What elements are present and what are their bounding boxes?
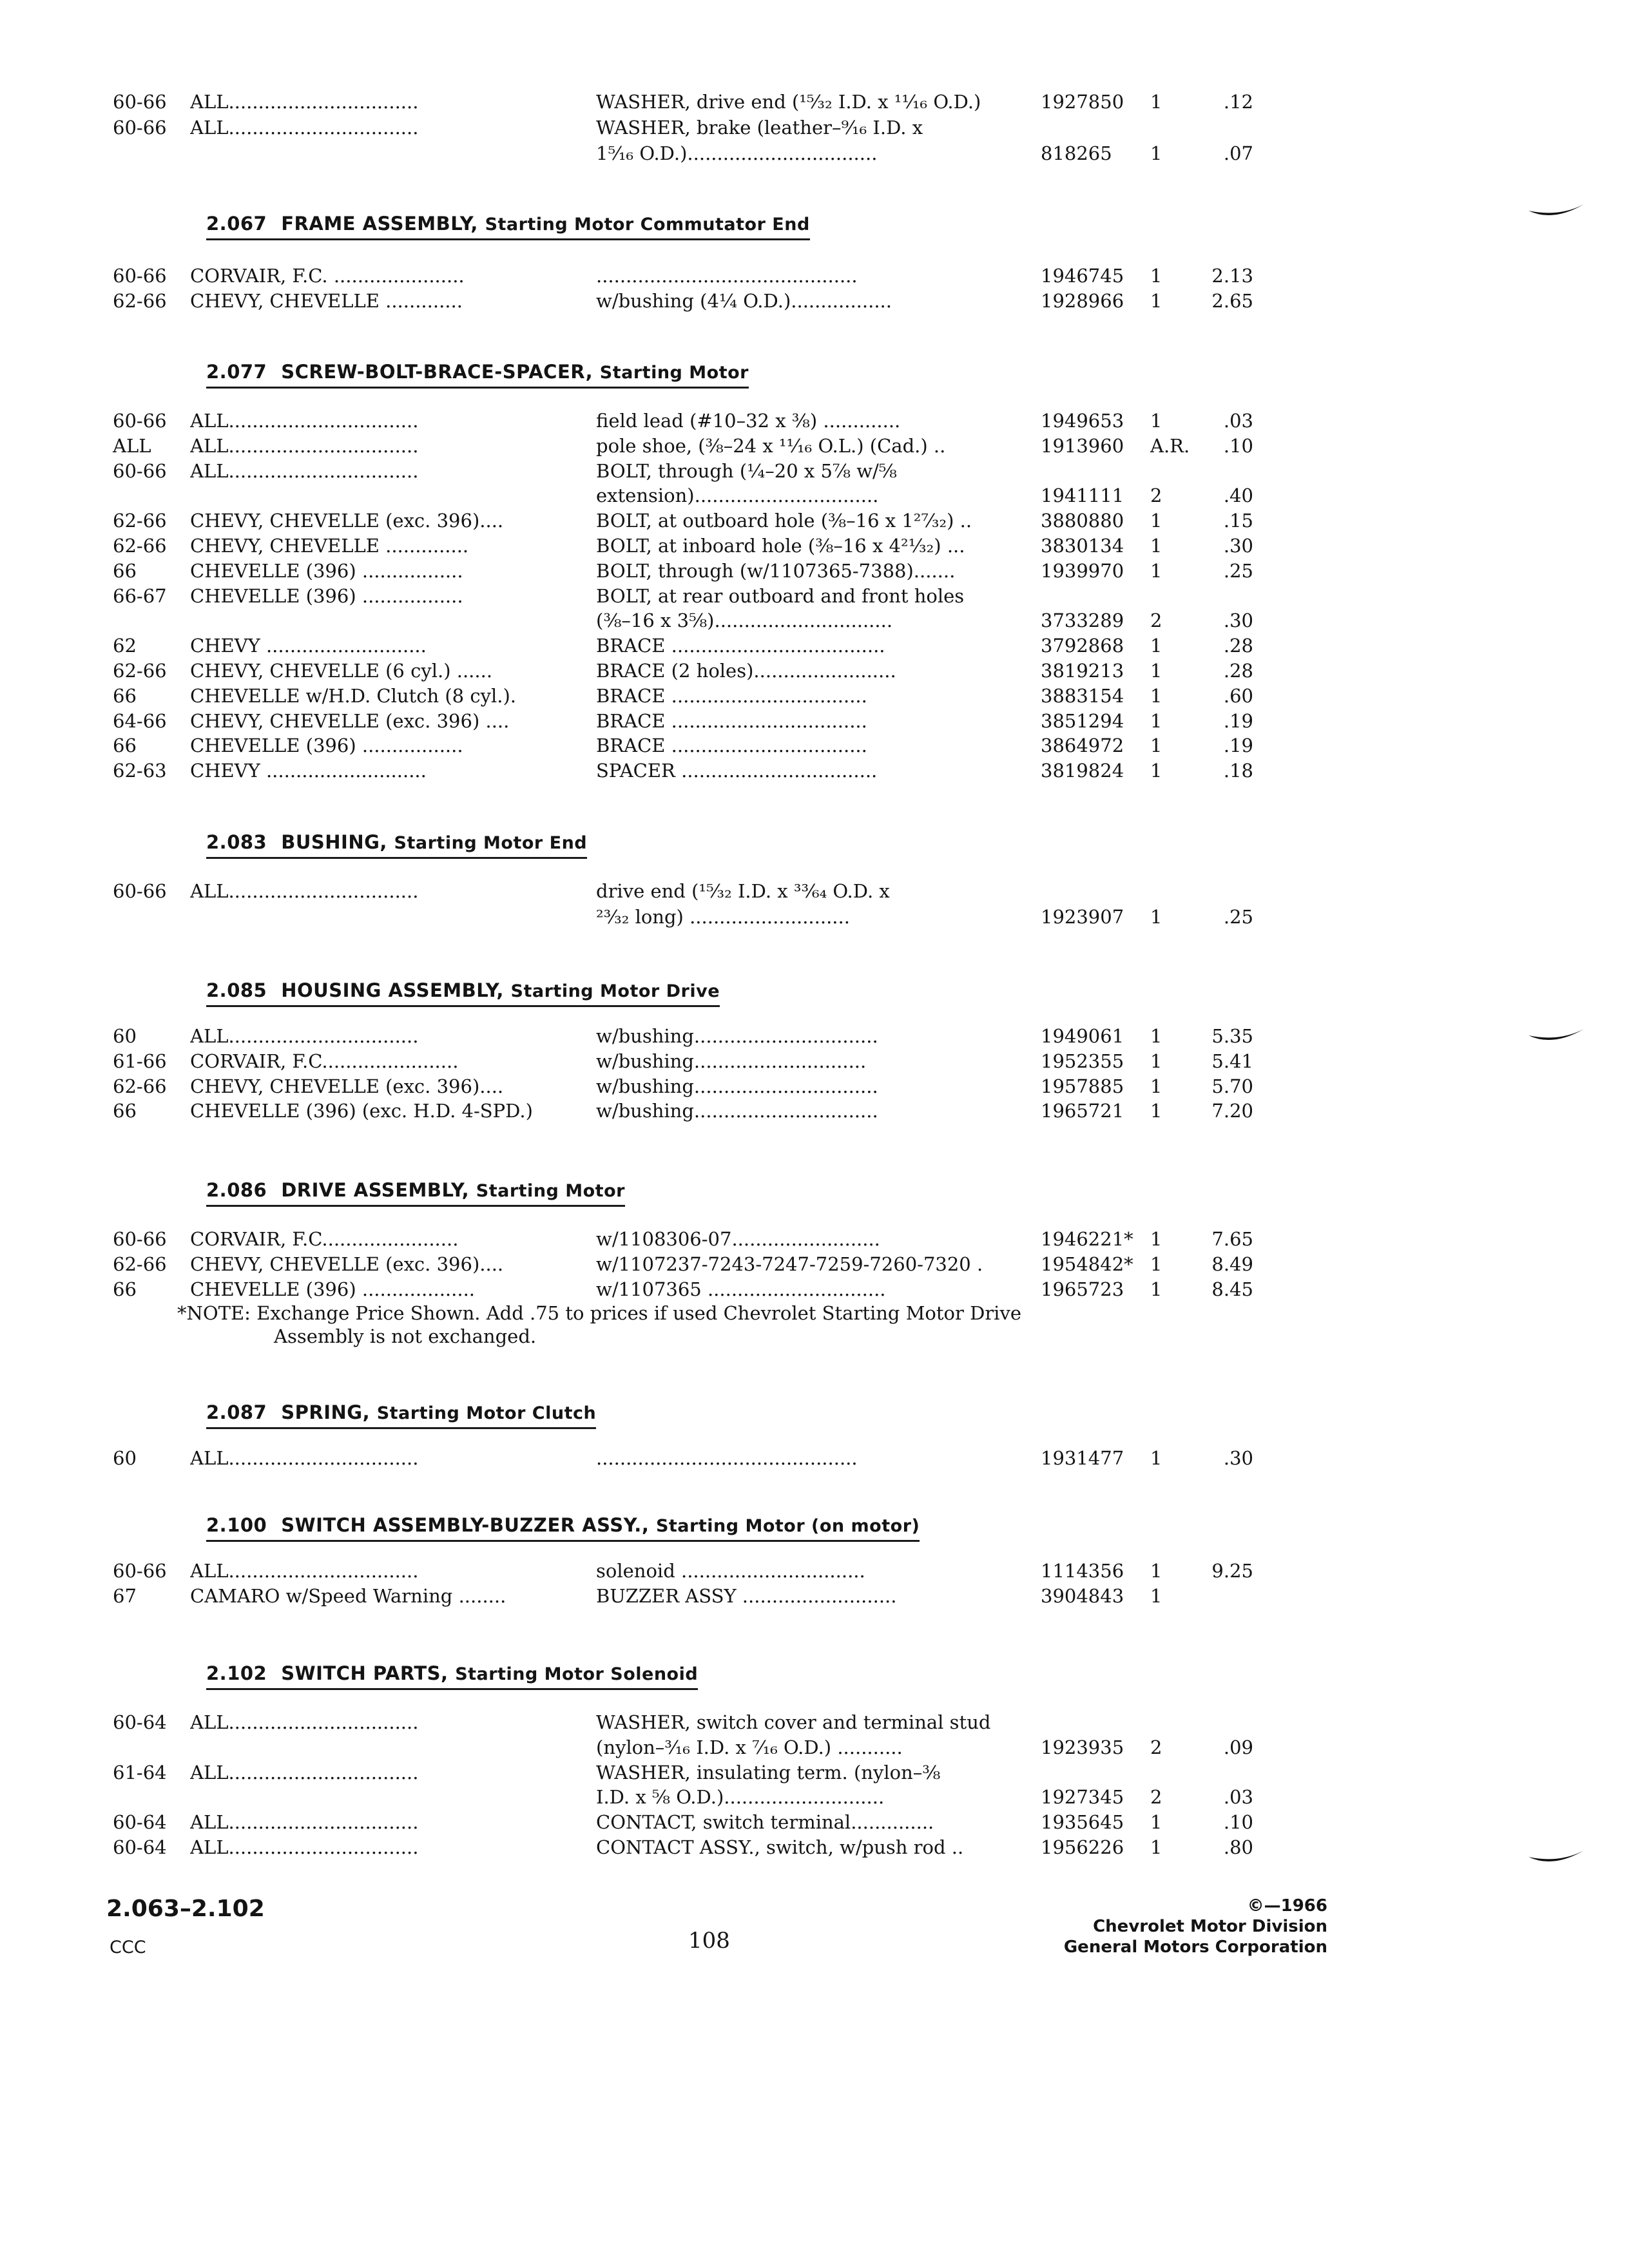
description: WASHER, drive end (¹⁵⁄₃₂ I.D. x ¹¹⁄₁₆ O.D.) bbox=[596, 91, 981, 113]
section-number: 2.100 bbox=[206, 1514, 267, 1536]
parts-row bbox=[0, 905, 1629, 931]
section-title: SPRING, bbox=[281, 1401, 371, 1423]
model-years: 62-66 bbox=[113, 510, 167, 532]
parts-row bbox=[0, 1099, 1629, 1125]
quantity: 1 bbox=[1150, 1050, 1162, 1072]
description: BRACE ................................. bbox=[596, 710, 867, 732]
model-years: 62-63 bbox=[113, 760, 167, 782]
parts-row bbox=[0, 659, 1629, 685]
part-number: 1114356 bbox=[1041, 1560, 1124, 1582]
application: CHEVELLE w/H.D. Clutch (8 cyl.). bbox=[190, 685, 516, 707]
quantity: 1 bbox=[1150, 560, 1162, 582]
section-title: SWITCH PARTS, bbox=[281, 1662, 448, 1684]
section-subtitle: Starting Motor End bbox=[394, 833, 588, 853]
parts-row bbox=[0, 1559, 1629, 1585]
application: ALL................................ bbox=[190, 460, 419, 482]
parts-row bbox=[0, 1584, 1629, 1610]
quantity: 1 bbox=[1150, 735, 1162, 756]
application: CAMARO w/Speed Warning ........ bbox=[190, 1585, 506, 1607]
part-number: 1923907 bbox=[1041, 906, 1124, 928]
description: BOLT, at rear outboard and front holes bbox=[596, 585, 965, 607]
application: ALL................................ bbox=[190, 91, 419, 113]
section-subtitle: Starting Motor Clutch bbox=[376, 1403, 597, 1423]
binder-mark bbox=[1527, 1028, 1585, 1047]
quantity: 1 bbox=[1150, 290, 1162, 312]
price: .30 bbox=[1223, 1447, 1253, 1469]
price: .18 bbox=[1223, 760, 1253, 782]
section-subtitle: Starting Motor (on motor) bbox=[655, 1516, 920, 1536]
model-years: 66 bbox=[113, 685, 137, 707]
quantity: 1 bbox=[1150, 1836, 1162, 1858]
section-subtitle: Starting Motor bbox=[476, 1181, 625, 1201]
price: 5.70 bbox=[1211, 1075, 1253, 1097]
model-years: 61-64 bbox=[113, 1762, 167, 1783]
quantity: 1 bbox=[1150, 410, 1162, 432]
parts-row bbox=[0, 1253, 1629, 1278]
parts-row bbox=[0, 116, 1629, 142]
exchange-note: *NOTE: Exchange Price Shown. Add .75 to prices if used Chevrolet Starting Motor Drive bbox=[177, 1302, 1021, 1324]
part-number: 1946745 bbox=[1041, 265, 1124, 287]
section-number: 2.083 bbox=[206, 831, 267, 853]
section-title: DRIVE ASSEMBLY, bbox=[281, 1179, 470, 1201]
model-years: 62-66 bbox=[113, 1253, 167, 1275]
part-number: 3830134 bbox=[1041, 535, 1124, 557]
quantity: 1 bbox=[1150, 1811, 1162, 1833]
model-years: 60-64 bbox=[113, 1811, 167, 1833]
description: ............................................ bbox=[596, 265, 858, 287]
description: w/1107237-7243-7247-7259-7260-7320 . bbox=[596, 1253, 983, 1275]
part-number: 3819213 bbox=[1041, 660, 1124, 682]
exchange-note-cont: Assembly is not exchanged. bbox=[274, 1325, 537, 1347]
parts-row bbox=[0, 289, 1629, 315]
model-years: 62-66 bbox=[113, 535, 167, 557]
section-subtitle: Starting Motor Solenoid bbox=[455, 1664, 699, 1684]
parts-row bbox=[0, 879, 1629, 905]
price: .40 bbox=[1223, 485, 1253, 506]
application: CORVAIR, F.C....................... bbox=[190, 1050, 459, 1072]
description: w/bushing............................... bbox=[596, 1075, 878, 1097]
parts-row bbox=[0, 459, 1629, 485]
quantity: A.R. bbox=[1150, 435, 1190, 457]
model-years: 60-66 bbox=[113, 265, 167, 287]
description: BOLT, at inboard hole (⅜–16 x 4²¹⁄₃₂) ... bbox=[596, 535, 965, 557]
part-number: 3792868 bbox=[1041, 635, 1124, 657]
description: drive end (¹⁵⁄₃₂ I.D. x ³³⁄₆₄ O.D. x bbox=[596, 880, 890, 902]
quantity: 1 bbox=[1150, 142, 1162, 164]
quantity: 1 bbox=[1150, 760, 1162, 782]
description: (⅜–16 x 3⅝).............................. bbox=[596, 610, 893, 631]
section-header bbox=[206, 831, 587, 859]
description: BRACE (2 holes)........................ bbox=[596, 660, 896, 682]
part-number: 1956226 bbox=[1041, 1836, 1124, 1858]
model-years: 66 bbox=[113, 1100, 137, 1122]
part-number: 1954842* bbox=[1041, 1253, 1133, 1275]
section-number: 2.077 bbox=[206, 361, 267, 383]
section-number: 2.102 bbox=[206, 1662, 267, 1684]
quantity: 1 bbox=[1150, 1278, 1162, 1300]
binder-mark bbox=[1527, 1849, 1585, 1869]
application: ALL................................ bbox=[190, 1711, 419, 1733]
part-number: 1928966 bbox=[1041, 290, 1124, 312]
price: .10 bbox=[1223, 1811, 1253, 1833]
parts-row bbox=[0, 1050, 1629, 1075]
price: .60 bbox=[1223, 685, 1253, 707]
description: w/bushing............................... bbox=[596, 1025, 878, 1047]
application: ALL................................ bbox=[190, 1560, 419, 1582]
parts-row bbox=[0, 534, 1629, 560]
price: 8.49 bbox=[1211, 1253, 1253, 1275]
application: CHEVY, CHEVELLE ............. bbox=[190, 290, 463, 312]
description: BRACE .................................... bbox=[596, 635, 885, 657]
application: CORVAIR, F.C. ...................... bbox=[190, 265, 465, 287]
section-number: 2.067 bbox=[206, 213, 267, 235]
price: .03 bbox=[1223, 410, 1253, 432]
section-header bbox=[206, 213, 810, 240]
application: CHEVY, CHEVELLE (6 cyl.) ...... bbox=[190, 660, 493, 682]
parts-row bbox=[0, 142, 1629, 168]
part-number: 1949653 bbox=[1041, 410, 1124, 432]
description: BUZZER ASSY .......................... bbox=[596, 1585, 897, 1607]
application: CHEVELLE (396) ................. bbox=[190, 585, 463, 607]
parts-row bbox=[0, 709, 1629, 735]
application: CHEVY, CHEVELLE .............. bbox=[190, 535, 469, 557]
model-years: ALL bbox=[113, 435, 151, 457]
model-years: 60-66 bbox=[113, 410, 167, 432]
price: .15 bbox=[1223, 510, 1253, 532]
description: WASHER, brake (leather–⁹⁄₁₆ I.D. x bbox=[596, 117, 923, 139]
parts-row bbox=[0, 509, 1629, 535]
description: solenoid ............................... bbox=[596, 1560, 865, 1582]
application: ALL................................ bbox=[190, 1025, 419, 1047]
price: .19 bbox=[1223, 710, 1253, 732]
price: 8.45 bbox=[1211, 1278, 1253, 1300]
part-number: 1941111 bbox=[1041, 485, 1124, 506]
application: CHEVY ........................... bbox=[190, 635, 427, 657]
parts-row bbox=[0, 1761, 1629, 1787]
parts-row bbox=[0, 634, 1629, 660]
corporation-name: General Motors Corporation bbox=[1063, 1937, 1327, 1957]
section-subtitle: Starting Motor Drive bbox=[510, 981, 720, 1001]
price: 7.20 bbox=[1211, 1100, 1253, 1122]
section-header bbox=[206, 1514, 920, 1542]
price: .28 bbox=[1223, 635, 1253, 657]
description: BRACE ................................. bbox=[596, 685, 867, 707]
price: .09 bbox=[1223, 1736, 1253, 1758]
application: ALL................................ bbox=[190, 435, 419, 457]
parts-row bbox=[0, 684, 1629, 710]
section-header bbox=[206, 1662, 698, 1690]
price: 2.65 bbox=[1211, 290, 1253, 312]
part-number: 1923935 bbox=[1041, 1736, 1124, 1758]
parts-row bbox=[0, 759, 1629, 785]
application: CHEVELLE (396) ................. bbox=[190, 735, 463, 756]
catalog-code: CCC bbox=[110, 1937, 146, 1957]
description: pole shoe, (⅜–24 x ¹¹⁄₁₆ O.L.) (Cad.) .. bbox=[596, 435, 946, 457]
quantity: 1 bbox=[1150, 1025, 1162, 1047]
application: CHEVY, CHEVELLE (exc. 396).... bbox=[190, 510, 504, 532]
section-range: 2.063–2.102 bbox=[106, 1896, 265, 1922]
price: .19 bbox=[1223, 735, 1253, 756]
model-years: 62-66 bbox=[113, 660, 167, 682]
part-number: 1965721 bbox=[1041, 1100, 1124, 1122]
part-number: 3880880 bbox=[1041, 510, 1124, 532]
parts-row bbox=[0, 90, 1629, 116]
section-title: BUSHING, bbox=[281, 831, 387, 853]
model-years: 67 bbox=[113, 1585, 137, 1607]
parts-row bbox=[0, 559, 1629, 585]
description: w/1107365 .............................. bbox=[596, 1278, 886, 1300]
quantity: 2 bbox=[1150, 1736, 1162, 1758]
description: 1⁵⁄₁₆ O.D.)................................ bbox=[596, 142, 878, 164]
model-years: 66 bbox=[113, 560, 137, 582]
parts-row bbox=[0, 1711, 1629, 1736]
description: extension)............................... bbox=[596, 485, 879, 506]
part-number: 1935645 bbox=[1041, 1811, 1124, 1833]
quantity: 1 bbox=[1150, 685, 1162, 707]
part-number: 1927850 bbox=[1041, 91, 1124, 113]
parts-row bbox=[0, 484, 1629, 510]
description: BOLT, at outboard hole (⅜–16 x 1²⁷⁄₃₂) .. bbox=[596, 510, 972, 532]
description: BRACE ................................. bbox=[596, 735, 867, 756]
price: .12 bbox=[1223, 91, 1253, 113]
section-header bbox=[206, 1179, 625, 1207]
quantity: 1 bbox=[1150, 1100, 1162, 1122]
section-number: 2.087 bbox=[206, 1401, 267, 1423]
application: ALL................................ bbox=[190, 117, 419, 139]
price: 7.65 bbox=[1211, 1228, 1253, 1250]
application: CHEVY, CHEVELLE (exc. 396) .... bbox=[190, 710, 510, 732]
parts-row bbox=[0, 1075, 1629, 1100]
section-number: 2.085 bbox=[206, 979, 267, 1001]
quantity: 1 bbox=[1150, 1560, 1162, 1582]
quantity: 1 bbox=[1150, 710, 1162, 732]
description: (nylon–³⁄₁₆ I.D. x ⁷⁄₁₆ O.D.) ........... bbox=[596, 1736, 903, 1758]
model-years: 61-66 bbox=[113, 1050, 167, 1072]
application: ALL................................ bbox=[190, 1762, 419, 1783]
parts-row bbox=[0, 1736, 1629, 1762]
section-title: SWITCH ASSEMBLY-BUZZER ASSY., bbox=[281, 1514, 650, 1536]
parts-row bbox=[0, 1836, 1629, 1861]
part-number: 818265 bbox=[1041, 142, 1112, 164]
description: BOLT, through (w/1107365-7388)....... bbox=[596, 560, 956, 582]
quantity: 1 bbox=[1150, 660, 1162, 682]
price: .80 bbox=[1223, 1836, 1253, 1858]
application: ALL................................ bbox=[190, 1811, 419, 1833]
model-years: 60-66 bbox=[113, 1560, 167, 1582]
price: .25 bbox=[1223, 906, 1253, 928]
quantity: 1 bbox=[1150, 535, 1162, 557]
part-number: 3864972 bbox=[1041, 735, 1124, 756]
model-years: 60 bbox=[113, 1447, 137, 1469]
application: CHEVY ........................... bbox=[190, 760, 427, 782]
model-years: 66-67 bbox=[113, 585, 167, 607]
parts-row bbox=[0, 1811, 1629, 1836]
part-number: 1946221* bbox=[1041, 1228, 1133, 1250]
model-years: 64-66 bbox=[113, 710, 167, 732]
price: 5.35 bbox=[1211, 1025, 1253, 1047]
price: .30 bbox=[1223, 610, 1253, 631]
application: ALL................................ bbox=[190, 410, 419, 432]
section-number: 2.086 bbox=[206, 1179, 267, 1201]
description: WASHER, insulating term. (nylon–⅜ bbox=[596, 1762, 941, 1783]
parts-row bbox=[0, 734, 1629, 760]
description: SPACER ................................. bbox=[596, 760, 878, 782]
section-header bbox=[206, 361, 749, 389]
part-number: 1913960 bbox=[1041, 435, 1124, 457]
parts-row bbox=[0, 1446, 1629, 1472]
application: CHEVELLE (396) (exc. H.D. 4-SPD.) bbox=[190, 1100, 533, 1122]
description: CONTACT, switch terminal.............. bbox=[596, 1811, 934, 1833]
quantity: 1 bbox=[1150, 1585, 1162, 1607]
part-number: 1931477 bbox=[1041, 1447, 1124, 1469]
quantity: 1 bbox=[1150, 1447, 1162, 1469]
model-years: 66 bbox=[113, 735, 137, 756]
application: CORVAIR, F.C....................... bbox=[190, 1228, 459, 1250]
division-name: Chevrolet Motor Division bbox=[1093, 1917, 1327, 1936]
quantity: 1 bbox=[1150, 1228, 1162, 1250]
part-number: 3904843 bbox=[1041, 1585, 1124, 1607]
application: CHEVELLE (396) ................. bbox=[190, 560, 463, 582]
parts-row bbox=[0, 1785, 1629, 1811]
parts-row bbox=[0, 609, 1629, 635]
section-subtitle: Starting Motor Commutator End bbox=[485, 215, 810, 235]
model-years: 62-66 bbox=[113, 290, 167, 312]
quantity: 1 bbox=[1150, 510, 1162, 532]
part-number: 1957885 bbox=[1041, 1075, 1124, 1097]
price: 9.25 bbox=[1211, 1560, 1253, 1582]
application: ALL................................ bbox=[190, 880, 419, 902]
price: .30 bbox=[1223, 535, 1253, 557]
section-header bbox=[206, 979, 720, 1007]
description: I.D. x ⅝ O.D.)........................... bbox=[596, 1786, 885, 1808]
page-number: 108 bbox=[688, 1928, 730, 1954]
description: CONTACT ASSY., switch, w/push rod .. bbox=[596, 1836, 964, 1858]
price: .03 bbox=[1223, 1786, 1253, 1808]
application: ALL................................ bbox=[190, 1447, 419, 1469]
parts-row bbox=[0, 1024, 1629, 1050]
quantity: 1 bbox=[1150, 635, 1162, 657]
part-number: 3733289 bbox=[1041, 610, 1124, 631]
section-title: HOUSING ASSEMBLY, bbox=[281, 979, 504, 1001]
description: WASHER, switch cover and terminal stud bbox=[596, 1711, 991, 1733]
section-header bbox=[206, 1401, 596, 1429]
quantity: 1 bbox=[1150, 265, 1162, 287]
parts-row bbox=[0, 1278, 1629, 1303]
quantity: 1 bbox=[1150, 1253, 1162, 1275]
model-years: 66 bbox=[113, 1278, 137, 1300]
quantity: 1 bbox=[1150, 91, 1162, 113]
description: field lead (#10–32 x ⅜) ............. bbox=[596, 410, 901, 432]
parts-row bbox=[0, 409, 1629, 435]
description: ²³⁄₃₂ long) ........................... bbox=[596, 906, 850, 928]
model-years: 60-64 bbox=[113, 1711, 167, 1733]
application: CHEVY, CHEVELLE (exc. 396).... bbox=[190, 1253, 504, 1275]
section-title: SCREW-BOLT-BRACE-SPACER, bbox=[281, 361, 593, 383]
quantity: 1 bbox=[1150, 1075, 1162, 1097]
part-number: 1965723 bbox=[1041, 1278, 1124, 1300]
parts-row bbox=[0, 584, 1629, 610]
section-title: FRAME ASSEMBLY, bbox=[281, 213, 478, 235]
description: w/bushing............................... bbox=[596, 1100, 878, 1122]
part-number: 3851294 bbox=[1041, 710, 1124, 732]
copyright: ©—1966 bbox=[1247, 1896, 1327, 1916]
model-years: 60-66 bbox=[113, 1228, 167, 1250]
part-number: 1939970 bbox=[1041, 560, 1124, 582]
binder-mark bbox=[1527, 203, 1585, 222]
description: ............................................ bbox=[596, 1447, 858, 1469]
publisher-block bbox=[1044, 1896, 1327, 1957]
application: CHEVELLE (396) ................... bbox=[190, 1278, 476, 1300]
price: 2.13 bbox=[1211, 265, 1253, 287]
application: CHEVY, CHEVELLE (exc. 396).... bbox=[190, 1075, 504, 1097]
description: w/bushing (4¼ O.D.)................. bbox=[596, 290, 892, 312]
part-number: 3883154 bbox=[1041, 685, 1124, 707]
model-years: 60-66 bbox=[113, 460, 167, 482]
description: w/bushing............................. bbox=[596, 1050, 867, 1072]
model-years: 60-66 bbox=[113, 91, 167, 113]
price: .07 bbox=[1223, 142, 1253, 164]
model-years: 60 bbox=[113, 1025, 137, 1047]
price: 5.41 bbox=[1211, 1050, 1253, 1072]
part-number: 3819824 bbox=[1041, 760, 1124, 782]
quantity: 2 bbox=[1150, 610, 1162, 631]
description: w/1108306-07......................... bbox=[596, 1228, 880, 1250]
price: .25 bbox=[1223, 560, 1253, 582]
quantity: 2 bbox=[1150, 1786, 1162, 1808]
price: .10 bbox=[1223, 435, 1253, 457]
section-subtitle: Starting Motor bbox=[599, 363, 749, 383]
parts-row bbox=[0, 434, 1629, 460]
model-years: 60-66 bbox=[113, 117, 167, 139]
quantity: 1 bbox=[1150, 906, 1162, 928]
model-years: 62 bbox=[113, 635, 137, 657]
part-number: 1927345 bbox=[1041, 1786, 1124, 1808]
quantity: 2 bbox=[1150, 485, 1162, 506]
parts-row bbox=[0, 264, 1629, 290]
price: .28 bbox=[1223, 660, 1253, 682]
part-number: 1949061 bbox=[1041, 1025, 1124, 1047]
model-years: 62-66 bbox=[113, 1075, 167, 1097]
part-number: 1952355 bbox=[1041, 1050, 1124, 1072]
parts-row bbox=[0, 1227, 1629, 1253]
model-years: 60-64 bbox=[113, 1836, 167, 1858]
model-years: 60-66 bbox=[113, 880, 167, 902]
description: BOLT, through (¼–20 x 5⅞ w/⅝ bbox=[596, 460, 897, 482]
application: ALL................................ bbox=[190, 1836, 419, 1858]
